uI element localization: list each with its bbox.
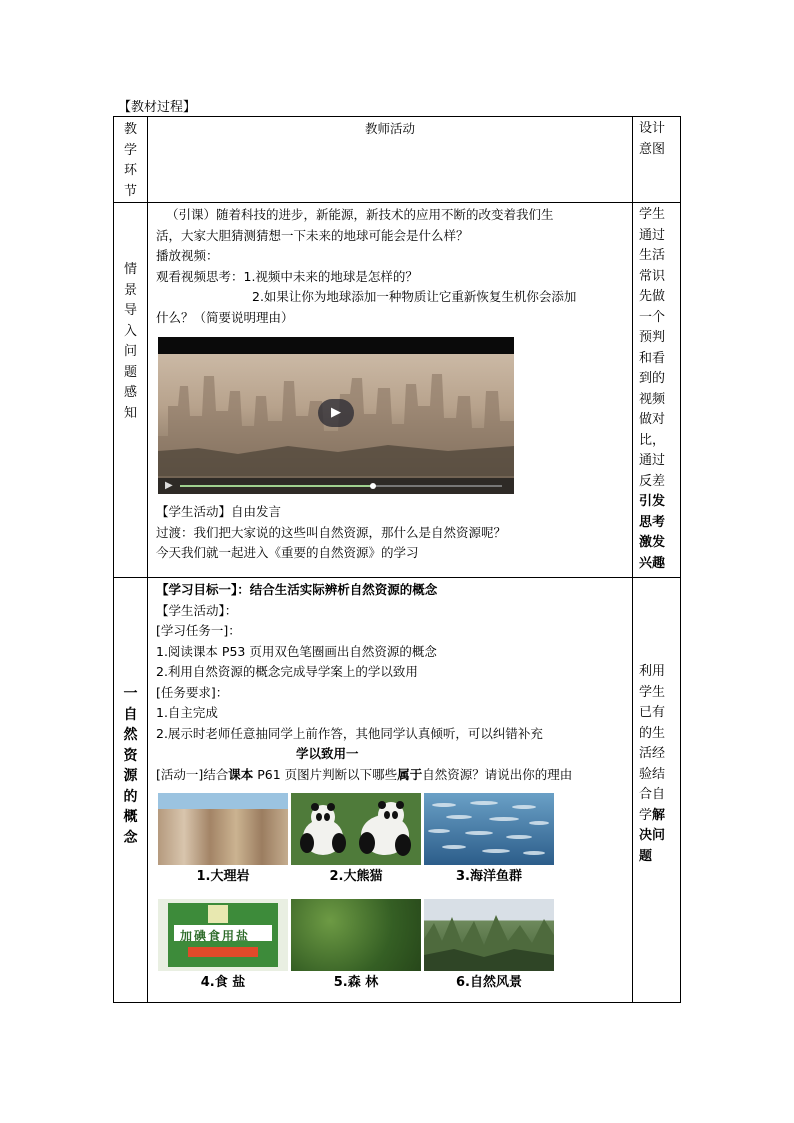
header-stage: 教学环节: [123, 122, 137, 199]
header-teacher-cell: [148, 117, 633, 203]
intro-line-2: 活，大家大胆猜测猜想一下未来的地球可能会是什么样？: [156, 227, 469, 243]
salt-bag-text: 加碘食用盐: [180, 929, 251, 943]
concept-line-4: 2.利用自然资源的概念完成导学案上的学以致用: [156, 664, 418, 679]
play-icon[interactable]: ▶: [165, 480, 173, 491]
concept-content: [148, 578, 632, 995]
picture-item-scenery: [424, 899, 554, 995]
picture-caption: 2.大熊猫: [329, 869, 383, 884]
scenery-image: [424, 899, 554, 971]
concept-line-2: [学习任务一]：: [156, 623, 241, 638]
table-header-row: [114, 117, 681, 203]
resource-picture-grid: [158, 793, 626, 889]
marble-image: [158, 793, 288, 865]
picture-caption: 6.自然风景: [456, 975, 522, 990]
picture-item-salt: [158, 899, 288, 995]
intro-line-6: 什么？（简要说明理由）: [156, 309, 294, 325]
picture-item-fish: [424, 793, 554, 889]
header-teacher-activity: 教师活动: [364, 121, 415, 136]
table-row-intro: [114, 203, 681, 578]
picture-item-panda: [291, 793, 421, 889]
header-design-cell: [633, 117, 681, 203]
video-seek-handle[interactable]: [370, 483, 376, 489]
learning-goal-1: 【学习目标一】：结合生活实际辨析自然资源的概念: [156, 582, 438, 597]
lesson-intro-line: 今天我们就一起进入《重要的自然资源》的学习: [156, 545, 419, 560]
header-stage-cell: [114, 117, 148, 203]
lesson-plan-table: [113, 116, 681, 1003]
play-button[interactable]: ▶: [318, 399, 354, 427]
stage-intro: 情景导入问题感知: [123, 262, 137, 421]
video-progress-bar[interactable]: [180, 485, 502, 487]
table-row-concept: [114, 578, 681, 1003]
design-intent-concept: 利用学生已有的生活经验结合自学解决问题: [639, 664, 666, 864]
fish-school-image: [424, 793, 554, 865]
video-progress-fill: [180, 485, 373, 487]
transition-line: 过渡：我们把大家说的这些叫自然资源，那什么是自然资源呢？: [156, 524, 507, 540]
intro-line-5: 2.如果让你为地球添加一种物质让它重新恢复生机你会添加: [252, 289, 577, 304]
picture-caption: 5.森 林: [333, 975, 379, 990]
picture-caption: 1.大理岩: [196, 869, 250, 884]
intro-line-1: （引课）随着科技的进步，新能源，新技术的应用不断的改变着我们生: [166, 207, 554, 222]
concept-line-6: 1.自主完成: [156, 705, 218, 720]
stage-concept: 一自然资源的概念: [123, 686, 138, 846]
activity-one-line: [活动一]结合课本 P61 页图片判断以下哪些属于自然资源？请说出你的理由: [156, 766, 573, 782]
intro-content: [148, 203, 632, 564]
concept-line-3: 1.阅读课本 P53 页用双色笔圈画出自然资源的概念: [156, 643, 437, 659]
forest-image: [291, 899, 421, 971]
resource-picture-grid-2: [158, 899, 626, 995]
picture-item-forest: [291, 899, 421, 995]
practice-subheading: 学以致用一: [296, 746, 359, 761]
concept-line-1: 【学生活动】：: [156, 602, 238, 618]
video-player[interactable]: [158, 337, 514, 494]
concept-line-7: 2.展示时老师任意抽同学上前作答，其他同学认真倾听，可以纠错补充: [156, 725, 543, 741]
picture-item-marble: [158, 793, 288, 889]
salt-bag-image: [158, 899, 288, 971]
design-intent-intro: 学生通过生活常识先做一个预判和看到的视频做对比，通过反差引发思考激发兴趣: [639, 207, 666, 571]
picture-caption: 4.食 盐: [200, 975, 246, 990]
intro-line-4: 观看视频思考：1.视频中未来的地球是怎样的？: [156, 268, 418, 284]
panda-image: [291, 793, 421, 865]
section-title: 【教材过程】: [118, 100, 197, 115]
intro-line-3: 播放视频：: [156, 248, 219, 263]
video-controls: [158, 478, 514, 494]
student-activity-line: 【学生活动】自由发言: [156, 504, 282, 519]
header-design-intent: 设计意图: [639, 121, 666, 157]
picture-caption: 3.海洋鱼群: [456, 869, 522, 884]
concept-line-5: [任务要求]：: [156, 684, 229, 700]
